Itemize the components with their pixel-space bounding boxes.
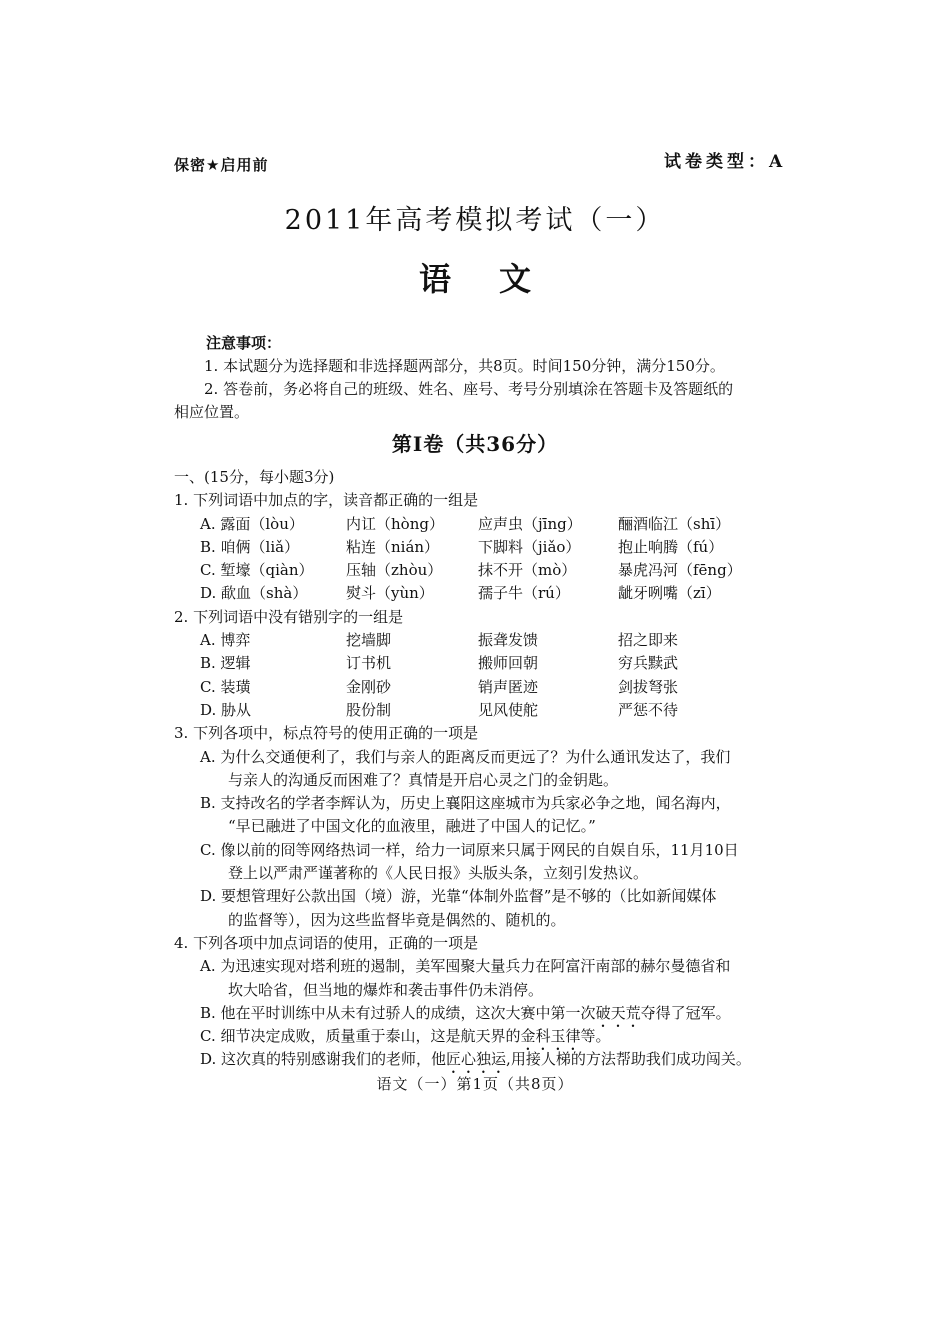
option-text-continuation: 登上以严肃严谨著称的《人民日报》头版头条，立刻引发热议。 xyxy=(228,864,649,883)
option-text-continuation: 的监督等），因为这些监督毕竟是偶然的、随机的。 xyxy=(228,910,566,929)
option-text-part: 夺得了冠军。 xyxy=(640,1003,731,1022)
option-text-part: 等。 xyxy=(580,1027,611,1046)
option-cell: 见风使舵 xyxy=(478,700,539,719)
question-stem: 4. 下列各项中加点词语的使用，正确的一项是 xyxy=(174,933,479,952)
option-cell: 挖墙脚 xyxy=(346,631,392,650)
option-cell: 龇牙咧嘴（zī） xyxy=(618,584,721,603)
option-row xyxy=(174,629,794,652)
option-cell: 孺子牛（rú） xyxy=(478,584,570,603)
option-cell: 订书机 xyxy=(346,654,392,673)
option-cell: C. 装璜 xyxy=(200,677,251,696)
question-stem: 3. 下列各项中，标点符号的使用正确的一项是 xyxy=(174,724,479,743)
option-cell: 粘连（nián） xyxy=(346,537,440,556)
option-cell: 抱止响腾（fú） xyxy=(618,537,724,556)
notice-title: 注意事项： xyxy=(206,334,282,352)
option-cell: 抹不开（mò） xyxy=(478,561,577,580)
dotted-word: 破天荒 xyxy=(595,1003,641,1022)
subject-title: 语文 xyxy=(418,260,579,298)
part-heading: 一、(15分，每小题3分) xyxy=(174,468,335,486)
option-cell: 暴虎冯河（fēng） xyxy=(618,561,742,580)
option-cell: 金刚砂 xyxy=(346,677,392,696)
option-text-part: C. 细节决定成败，质量重于泰山，这是航天界的 xyxy=(200,1027,521,1046)
option-cell: 剑拔弩张 xyxy=(618,677,679,696)
option-cell: C. 堑壕（qiàn） xyxy=(200,561,314,580)
option-text: A. 为什么交通便利了，我们与亲人的距离反而更远了？为什么通讯发达了，我们 xyxy=(200,747,731,766)
option-row xyxy=(174,699,794,722)
option-cell: 严惩不待 xyxy=(618,700,679,719)
option-text-continuation: 与亲人的沟通反而困难了？真情是开启心灵之门的金钥匙。 xyxy=(228,770,619,789)
option-text xyxy=(174,1025,794,1048)
option-cell: 股份制 xyxy=(346,700,392,719)
page-footer: 语文（一）第1页（共8页） xyxy=(376,1075,574,1093)
option-cell: 销声匿迹 xyxy=(478,677,539,696)
option-cell: 招之即来 xyxy=(618,631,679,650)
option-cell: 搬师回朝 xyxy=(478,654,539,673)
option-text xyxy=(174,1002,794,1025)
option-cell: 内讧（hòng） xyxy=(346,514,444,533)
option-text: C. 像以前的冏等网络热词一样，给力一词原来只属于网民的自娱自乐，11月10日 xyxy=(200,840,739,859)
option-cell: 下脚料（jiǎo） xyxy=(478,537,581,556)
option-text xyxy=(174,1048,794,1071)
option-text: D. 要想管理好公款出国（境）游，光靠“体制外监督”是不够的（比如新闻媒体 xyxy=(200,887,717,906)
option-row xyxy=(174,559,794,582)
option-cell: A. 博弈 xyxy=(200,631,251,650)
option-row xyxy=(174,513,794,536)
option-cell: B. 逻辑 xyxy=(200,654,251,673)
confidential-label: 保密★启用前 xyxy=(174,156,269,174)
option-cell: 酾酒临江（shī） xyxy=(618,514,731,533)
option-text-continuation: “早已融进了中国文化的血液里，融进了中国人的记忆。” xyxy=(228,817,596,836)
option-cell: D. 歃血（shà） xyxy=(200,584,308,603)
option-cell: 振聋发馈 xyxy=(478,631,539,650)
notice-block xyxy=(174,332,794,424)
option-cell: 熨斗（yùn） xyxy=(346,584,434,603)
notice-item: 1. 本试题分为选择题和非选择题两部分，共8页。时间150分钟，满分150分。 xyxy=(204,357,725,375)
option-text: A. 为迅速实现对塔利班的遏制，美军囤聚大量兵力在阿富汗南部的赫尔曼德省和 xyxy=(200,957,731,976)
option-row xyxy=(174,536,794,559)
dotted-word: 匠心独运 xyxy=(446,1050,507,1069)
option-cell: D. 胁从 xyxy=(200,700,252,719)
option-text-part: ,用接人梯的方法帮助我们成功闯关。 xyxy=(506,1050,751,1069)
question-stem: 1. 下列词语中加点的字，读音都正确的一组是 xyxy=(174,491,479,510)
option-cell: 压轴（zhòu） xyxy=(346,561,443,580)
paper-type-label: 试卷类型：A xyxy=(664,152,787,172)
questions-area xyxy=(174,466,794,1072)
option-text-part: D. 这次真的特别感谢我们的老师，他 xyxy=(200,1050,447,1069)
option-cell: A. 露面（lòu） xyxy=(200,514,304,533)
option-text-continuation: 坎大哈省，但当地的爆炸和袭击事件仍未消停。 xyxy=(228,980,544,999)
question-stem: 2. 下列词语中没有错别字的一组是 xyxy=(174,607,404,626)
notice-item-continuation: 相应位置。 xyxy=(174,403,250,421)
option-cell: B. 咱俩（liǎ） xyxy=(200,537,300,556)
option-text-part: B. 他在平时训练中从未有过骄人的成绩，这次大赛中第一次 xyxy=(200,1003,596,1022)
option-text: B. 支持改名的学者李辉认为，历史上襄阳这座城市为兵家必争之地，闻名海内， xyxy=(200,794,731,813)
section-title: 第Ⅰ卷（共36分） xyxy=(391,432,559,456)
notice-item: 2. 答卷前，务必将自己的班级、姓名、座号、考号分别填涂在答题卡及答题纸的 xyxy=(204,380,734,398)
option-cell: 应声虫（jīng） xyxy=(478,514,582,533)
option-row xyxy=(174,676,794,699)
option-cell: 穷兵黩武 xyxy=(618,654,679,673)
option-row xyxy=(174,652,794,675)
exam-title: 2011年高考模拟考试（一） xyxy=(284,205,666,236)
dotted-word: 金科玉律 xyxy=(520,1027,581,1046)
option-row xyxy=(174,582,794,605)
